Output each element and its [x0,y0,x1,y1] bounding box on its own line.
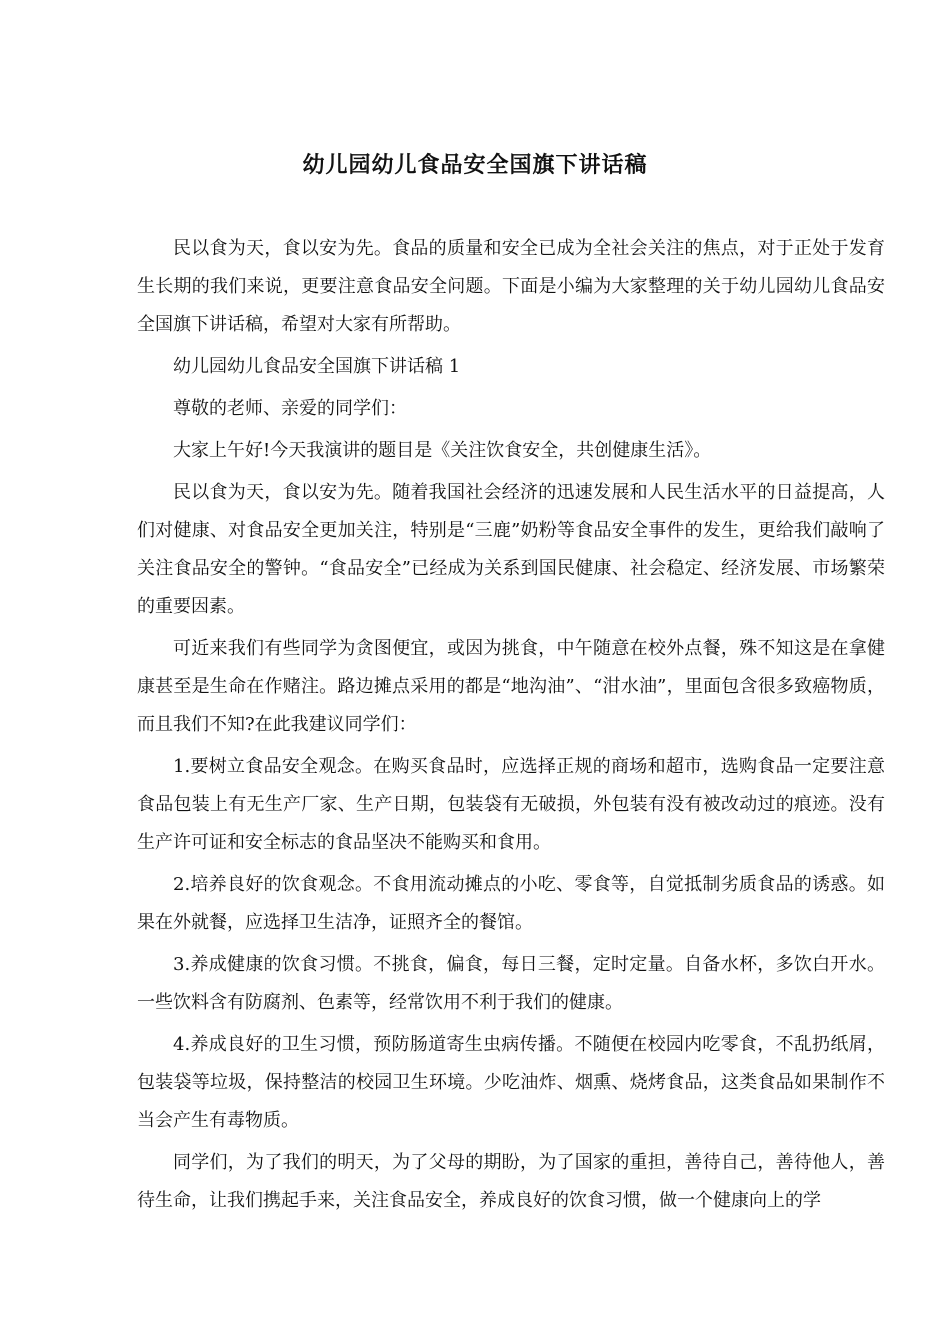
document-title: 幼儿园幼儿食品安全国旗下讲话稿 [302,153,648,178]
paragraph-closing: 同学们，为了我们的明天，为了父母的期盼，为了国家的重担，善待自己，善待他人，善待生命，让我们携起手来，关注食品安全，养成良好的饮食习惯，做一个健康向上的学 [137,1152,885,1211]
paragraph-context: 民以食为天，食以安为先。随着我国社会经济的迅速发展和人民生活水平的日益提高，人们对健康、对食品安全更加关注，特别是“三鹿”奶粉等食品安全事件的发生，更给我们敲响了关注食品安全的警钟。“食品安全”已经成为关系到国民健康、社会稳定、经济发展、市场繁荣的重要因素。 [137,482,885,617]
paragraph-salutation: 尊敬的老师、亲爱的同学们： [173,398,407,419]
paragraph-suggestion-2: 2.培养良好的饮食观念。不食用流动摊点的小吃、零食等，自觉抵制劣质食品的诱惑。如果在外就餐，应选择卫生洁净，证照齐全的餐馆。 [137,874,885,933]
paragraph-intro: 民以食为天，食以安为先。食品的质量和安全已成为全社会关注的焦点，对于正处于发育生长期的我们来说，更要注意食品安全问题。下面是小编为大家整理的关于幼儿园幼儿食品安全国旗下讲话稿，希望对大家有所帮助。 [137,238,885,335]
paragraph-speech-heading: 幼儿园幼儿食品安全国旗下讲话稿 1 [173,356,461,377]
paragraph-problem: 可近来我们有些同学为贪图便宜，或因为挑食，中午随意在校外点餐，殊不知这是在拿健康甚至是生命在作赌注。路边摊点采用的都是“地沟油”、“泔水油”，里面包含很多致癌物质，而且我们不知?在此我建议同学们： [137,638,885,735]
paragraph-suggestion-4: 4.养成良好的卫生习惯，预防肠道寄生虫病传播。不随便在校园内吃零食，不乱扔纸屑，包装袋等垃圾，保持整洁的校园卫生环境。少吃油炸、烟熏、烧烤食品，这类食品如果制作不当会产生有毒物质。 [137,1034,885,1131]
document-body [137,230,885,1224]
paragraph-suggestion-3: 3.养成健康的饮食习惯。不挑食，偏食，每日三餐，定时定量。自备水杯，多饮白开水。一些饮料含有防腐剂、色素等，经常饮用不利于我们的健康。 [137,954,885,1013]
paragraph-greeting: 大家上午好!今天我演讲的题目是《关注饮食安全，共创健康生活》。 [173,440,712,461]
paragraph-suggestion-1: 1.要树立食品安全观念。在购买食品时，应选择正规的商场和超市，选购食品一定要注意食品包装上有无生产厂家、生产日期，包装袋有无破损，外包装有没有被改动过的痕迹。没有生产许可证和安全标志的食品坚决不能购买和食用。 [137,756,885,853]
